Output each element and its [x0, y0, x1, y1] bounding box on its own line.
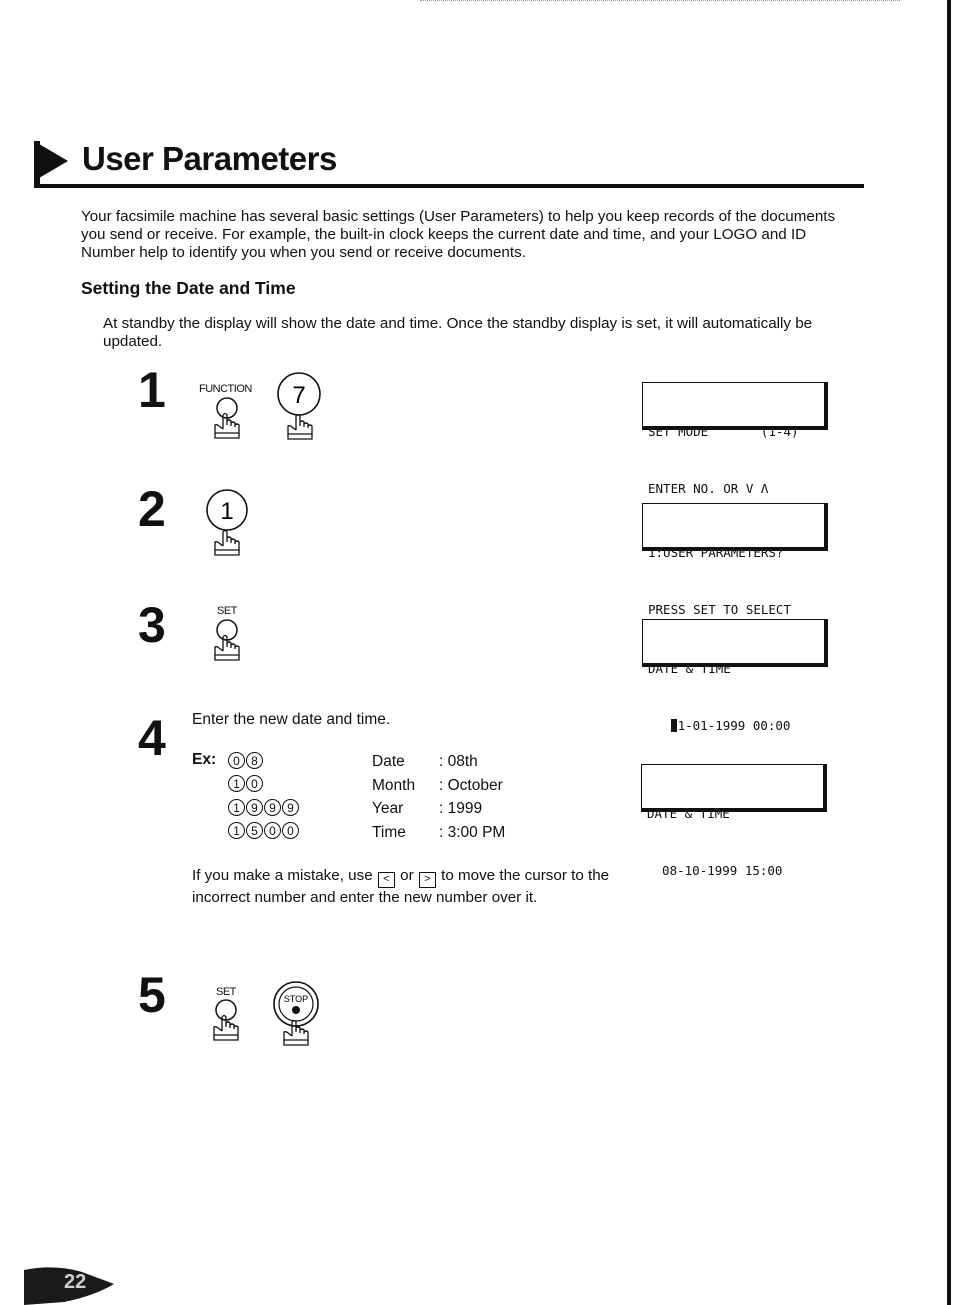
digit-7-key-icon[interactable]	[276, 370, 326, 442]
mistake-text: If you make a mistake, use	[192, 867, 373, 884]
example-label: Ex:	[192, 751, 217, 768]
section-heading: Setting the Date and Time	[81, 278, 296, 298]
digit-key-icon: 9	[246, 799, 263, 816]
example-keys-month	[228, 775, 263, 792]
mistake-note	[192, 866, 612, 908]
example-value-year: : 1999	[439, 800, 483, 817]
step-4-instruction: Enter the new date and time.	[192, 711, 391, 728]
step-number: 1	[138, 362, 166, 418]
right-arrow-key-icon[interactable]: >	[419, 872, 436, 888]
example-field-time: Time	[372, 824, 406, 841]
digit-key-icon: 0	[246, 775, 263, 792]
example-field-date: Date	[372, 753, 405, 770]
lcd-line: PRESS SET TO SELECT	[648, 602, 791, 617]
digit-key-icon: 0	[282, 822, 299, 839]
set-key-label: SET	[217, 605, 237, 617]
step-number: 5	[138, 967, 166, 1023]
example-keys-time	[228, 822, 299, 839]
mistake-text: or	[400, 867, 414, 884]
cursor-block	[671, 719, 677, 732]
lcd-line: DATE & TIME	[647, 806, 730, 821]
digit-key-icon: 1	[228, 799, 245, 816]
digit-key-icon: 0	[264, 822, 281, 839]
top-edge-dots	[420, 0, 900, 2]
lcd-line: ENTER NO. OR V Λ	[648, 481, 769, 496]
section-description: At standby the display will show the date and time. Once the standby display is set, it will automatically be updated.	[103, 315, 813, 350]
example-value-date: : 08th	[439, 753, 478, 770]
function-key-label: FUNCTION	[199, 383, 252, 395]
example-keys-year	[228, 799, 299, 816]
lcd-line: 1:USER PARAMETERS?	[648, 545, 784, 560]
mistake-text: to move the cursor to the incorrect number and enter the new number over it.	[192, 867, 610, 906]
right-page-edge	[947, 0, 951, 1305]
example-value-month: : October	[439, 777, 503, 794]
lcd-line: SET MODE (1-4)	[648, 424, 799, 439]
set-key-icon[interactable]	[213, 618, 245, 664]
page-number-corner	[24, 1262, 124, 1305]
digit-key-icon: 9	[282, 799, 299, 816]
lcd-display-step-3	[642, 619, 828, 733]
set-key-label: SET	[216, 986, 236, 998]
digit-1-key-text: 1	[220, 498, 234, 525]
lcd-display-step-4	[641, 764, 827, 878]
set-key-icon[interactable]	[212, 998, 244, 1044]
lcd-line: 08-10-1999 15:00	[647, 863, 783, 878]
digit-7-key-text: 7	[292, 382, 306, 409]
step-number: 2	[138, 481, 166, 537]
lcd-line-text: 1-01-1999 00:00	[677, 718, 791, 733]
example-field-month: Month	[372, 777, 416, 794]
step-number: 3	[138, 597, 166, 653]
lcd-line-with-cursor	[648, 716, 824, 735]
title-arrow-stem	[34, 141, 40, 187]
title-underline	[34, 184, 864, 188]
lcd-display-step-2	[642, 503, 828, 617]
stop-key-text: STOP	[283, 994, 309, 1004]
digit-key-icon: 9	[264, 799, 281, 816]
page-number: 22	[64, 1271, 87, 1293]
digit-key-icon: 1	[228, 822, 245, 839]
function-key-icon[interactable]	[213, 396, 245, 440]
digit-key-icon: 1	[228, 775, 245, 792]
intro-paragraph: Your facsimile machine has several basic settings (User Parameters) to help you keep records of the documents you send or receive. For example, the built-in clock keeps the current date and time, and your LOGO and ID Number help to identify you when you send or receive documents.	[81, 208, 836, 261]
stop-key-icon[interactable]	[270, 980, 326, 1048]
example-value-time: : 3:00 PM	[439, 824, 506, 841]
digit-key-icon: 8	[246, 752, 263, 769]
example-keys-date	[228, 752, 263, 769]
left-arrow-key-icon[interactable]: <	[378, 872, 395, 888]
lcd-line: DATE & TIME	[648, 661, 731, 676]
digit-key-icon: 5	[246, 822, 263, 839]
page-title: User Parameters	[82, 140, 337, 177]
step-number: 4	[138, 710, 166, 766]
example-field-year: Year	[372, 800, 404, 817]
digit-1-key-icon[interactable]	[203, 488, 253, 560]
lcd-display-step-1	[642, 382, 828, 496]
digit-key-icon: 0	[228, 752, 245, 769]
